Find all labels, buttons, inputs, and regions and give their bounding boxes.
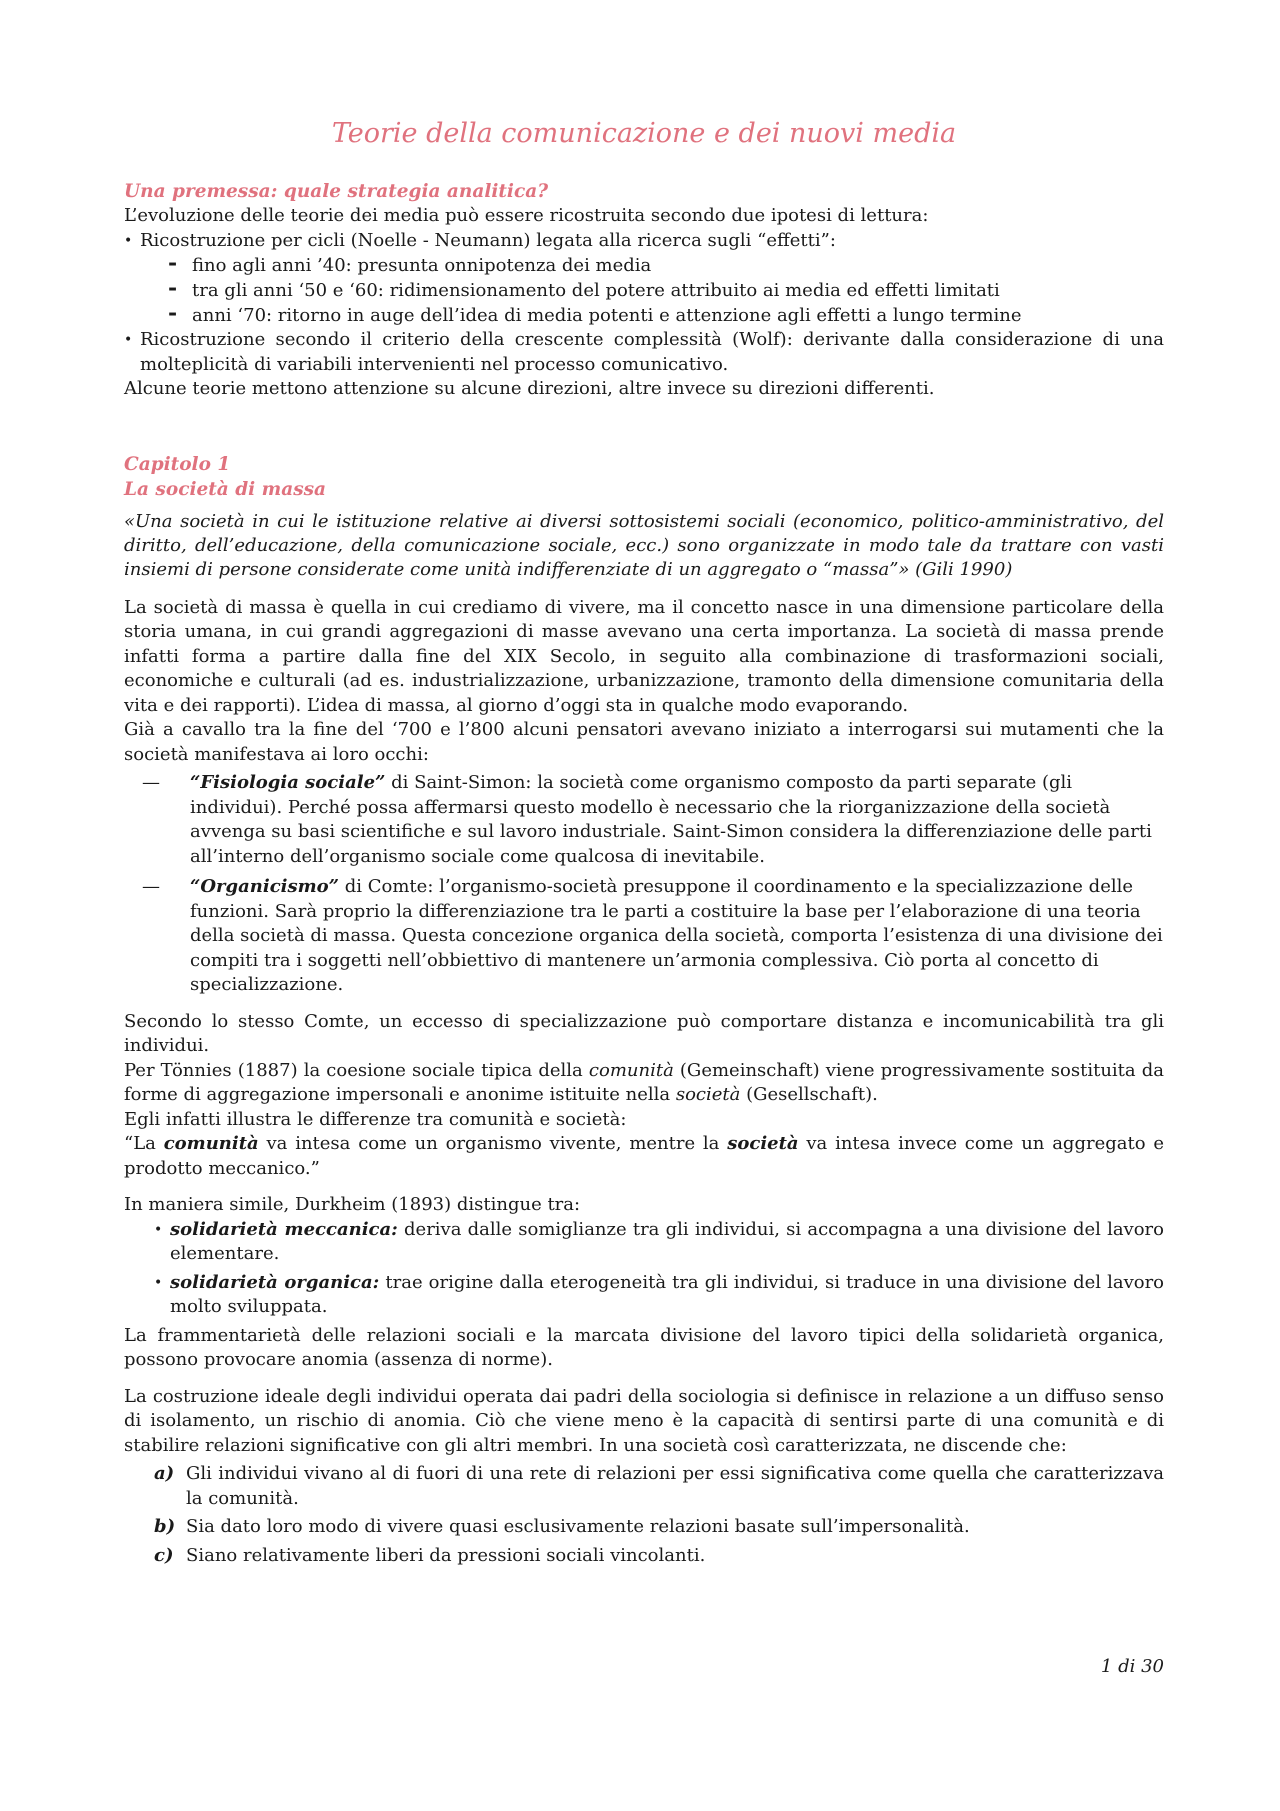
paragraph: Già a cavallo tra la fine del ‘700 e l’800 alcuni pensatori avevano iniziato a interrogarsi sui mutamenti che la società manifestava ai loro occhi: [124,719,1164,765]
paragraph: La costruzione ideale degli individui operata dai padri della sociologia si definisce in relazione a un diffuso senso di isolamento, un rischio di anomia. Ciò che viene meno è la capacità di sentirsi parte di una comunità e di stabilire relazioni significative con gli altri membri. In una società così caratterizzata, ne discende che: [124,1385,1164,1456]
paragraph: Secondo lo stesso Comte, un eccesso di specializzazione può comportare distanza e incomunicabilità tra gli individui. [124,1010,1164,1056]
chapter-number: Capitolo 1 [124,453,231,475]
premise-list [124,229,1164,378]
definition-quote: «Una società in cui le istituzione relative ai diversi sottosistemi sociali (economico, politico-amministrativo, del diritto, dell’educazione, della comunicazione sociale, ecc.) sono organizzate in modo tale da trattare con vasti insiemi di persone considerate come unità indifferenziate di un aggregato o “massa”» (Gili 1990) [124,510,1164,580]
paragraph: Per Tönnies (1887) la coesione sociale tipica della comunità (Gemeinschaft) viene progressivamente sostituita da forme di aggregazione impersonali e anonime istituite nella società (Gesellschaft). [124,1059,1165,1105]
list-item: — “Fisiologia sociale” di Saint-Simon: la società come organismo composto da parti separate (gli individui). Perché possa affermarsi questo modello è necessario che la riorganizzazione della società avvenga su basi scientifiche e sul lavoro industriale. Saint-Simon considera la differenziazione delle parti all’interno dell’organismo sociale come qualcosa di inevitabile. [142,771,1164,869]
thinkers-list [124,771,1164,998]
list-item: a) Gli individui vivano al di fuori di una rete di relazioni per essi significativa come quella che caratterizzava la comunità. [154,1463,1164,1509]
solidarity-list [154,1218,1164,1320]
chapter-title: La società di massa [124,478,327,500]
cycles-list [166,253,1164,328]
list-item: - anni ‘70: ritorno in auge dell’idea di media potenti e attenzione agli effetti a lungo termine [166,303,1164,328]
list-item: c) Siano relativamente liberi da pressioni sociali vincolanti. [154,1544,706,1566]
list-item: • solidarietà meccanica: deriva dalle somiglianze tra gli individui, si accompagna a una divisione del lavoro elementare. [154,1218,1164,1267]
paragraph: In maniera simile, Durkheim (1893) distingue tra: [124,1194,581,1215]
list-item: • solidarietà organica: trae origine dalla eterogeneità tra gli individui, si traduce in una divisione del lavoro molto sviluppata. [154,1271,1164,1320]
list-item: b) Sia dato loro modo di vivere quasi esclusivamente relazioni basate sull’impersonalità. [154,1516,970,1537]
paragraph: Egli infatti illustra le differenze tra comunità e società: [124,1108,627,1130]
premise-intro: L’evoluzione delle teorie dei media può essere ricostruita secondo due ipotesi di lettura: [124,205,929,226]
document-title: Teorie della comunicazione e dei nuovi media [331,118,957,149]
page-number: 1 di 30 [1100,1656,1164,1677]
document-page [124,118,1164,1572]
paragraph: La società di massa è quella in cui crediamo di vivere, ma il concetto nasce in una dimensione particolare della storia umana, in cui grandi aggregazioni di masse avevano una certa importanza. La società di massa prende infatti forma a partire dalla fine del XIX Secolo, in seguito alla combinazione di trasformazioni sociali, economiche e culturali (ad es. industrializzazione, urbanizzazione, tramonto della dimensione comunitaria della vita e dei rapporti). L’idea di massa, al giorno d’oggi sta in qualche modo evaporando. [124,596,1164,716]
list-item: - fino agli anni ’40: presunta onnipotenza dei media [166,253,1164,278]
premise-closing: Alcune teorie mettono attenzione su alcune direzioni, altre invece su direzioni differenti. [124,378,935,399]
paragraph: “La comunità va intesa come un organismo vivente, mentre la società va intesa invece come un aggregato e prodotto meccanico.” [124,1133,1164,1179]
paragraph: La frammentarietà delle relazioni sociali e la marcata divisione del lavoro tipici della solidarietà organica, possono provocare anomia (assenza di norme). [124,1324,1164,1370]
list-item: • Ricostruzione secondo il criterio della crescente complessità (Wolf): derivante dalla considerazione di una molteplicità di variabili intervenienti nel processo comunicativo. [124,328,1164,377]
premise-heading: Una premessa: quale strategia analitica? [124,181,549,202]
list-item: - tra gli anni ‘50 e ‘60: ridimensionamento del potere attribuito ai media ed effetti limitati [166,278,1164,303]
list-item: — “Organicismo” di Comte: l’organismo-società presuppone il coordinamento e la specializzazione delle funzioni. Sarà proprio la differenziazione tra le parti a costituire la base per l’elaborazione di una teoria della società di massa. Questa concezione organica della società, comporta l’esistenza di una divisione dei compiti tra i soggetti nell’obbiettivo di mantenere un’armonia complessiva. Ciò porta al concetto di specializzazione. [142,875,1164,998]
consequences-list [154,1462,1164,1568]
list-item: • Ricostruzione per cicli (Noelle - Neumann) legata alla ricerca sugli “effetti”: - fino agli anni ’40: presunta onnipotenza dei media - tra gli anni ‘50 e ‘60: ridimensionamento del potere attribuito ai media ed effetti limitati - anni ‘70: ritorno in auge dell’idea di media potenti e attenzione agli effetti a lungo termine [124,229,1164,329]
